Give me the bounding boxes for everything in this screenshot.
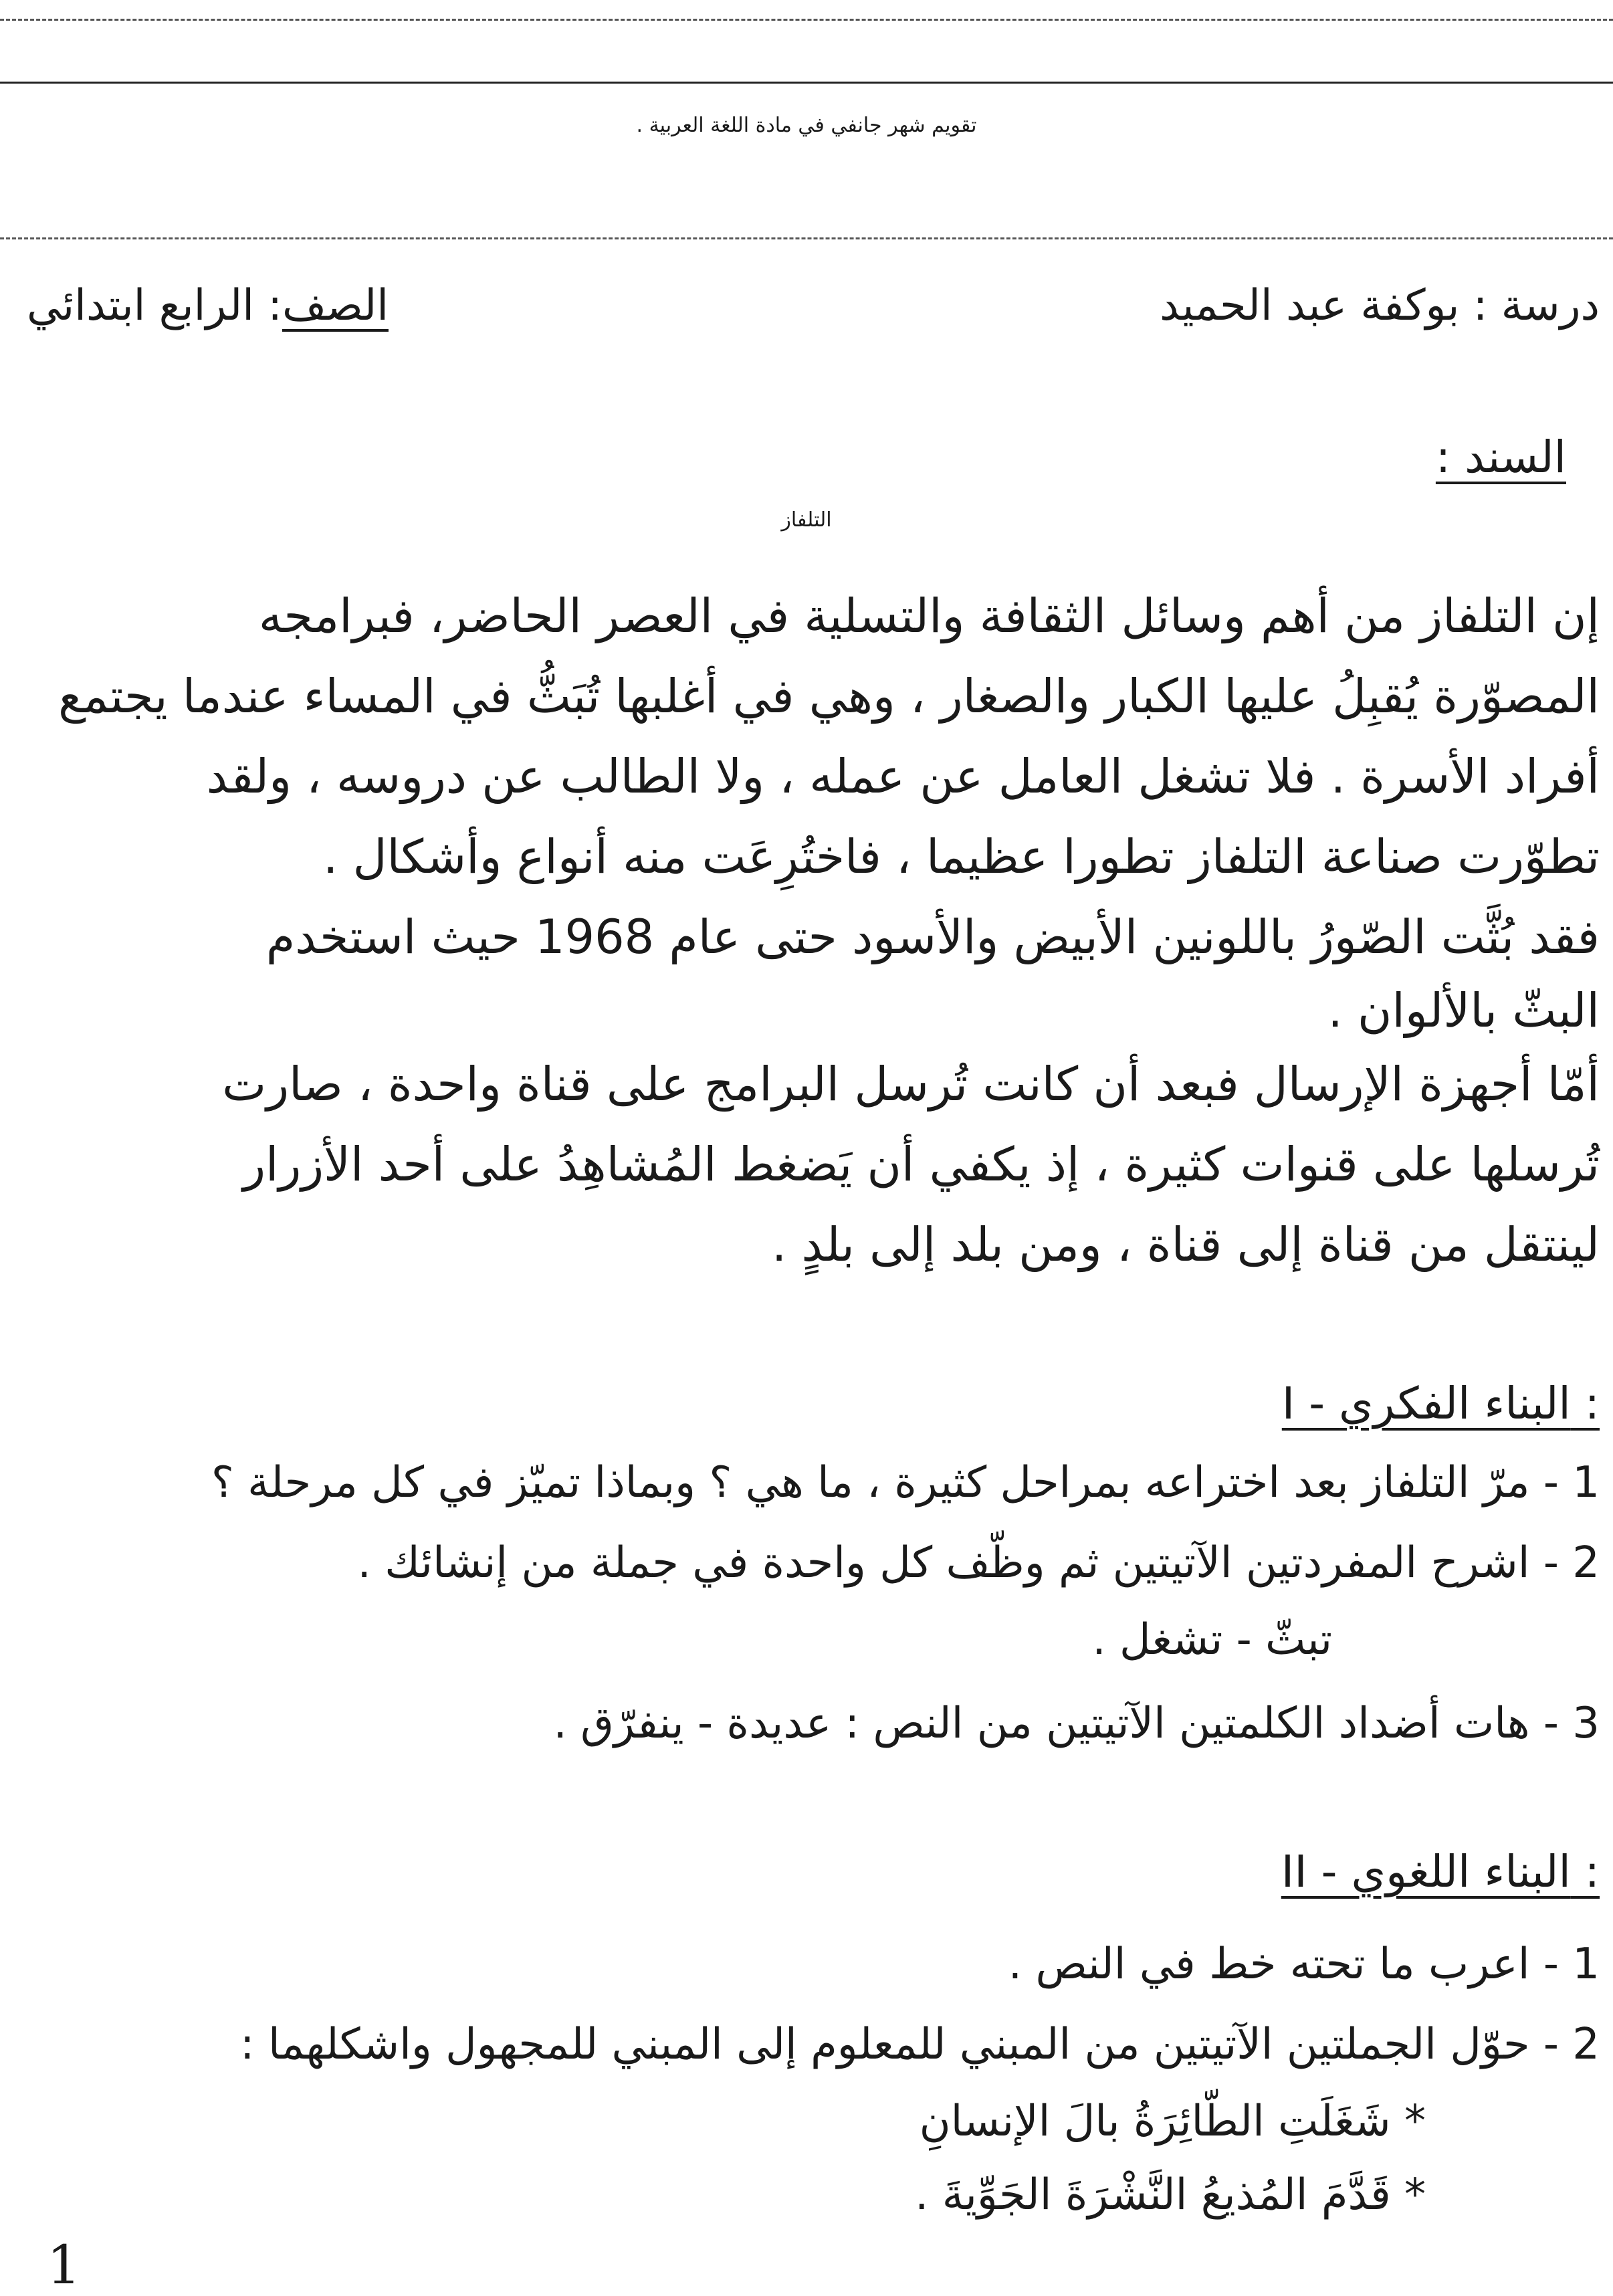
top-divider: [0, 82, 1613, 84]
section-1-heading: I - البناء الفكري :: [1281, 1378, 1600, 1429]
passage-line: لينتقل من قناة إلى قناة ، ومن بلد إلى بلدٍ .: [771, 1217, 1600, 1272]
question-1-3: 3 - هات أضداد الكلمتين الآتيتين من النص : عديدة - ينفرّق .: [553, 1699, 1600, 1748]
sentence-2: * قَدَّمَ المُذيعُ النَّشْرَةَ الجَوِّيةَ .: [915, 2170, 1426, 2220]
question-2-1: 1 - اعرب ما تحته خط في النص .: [1008, 1940, 1600, 1989]
class-label: الصف: [282, 281, 389, 330]
question-1-1: 1 - مرّ التلفاز بعد اختراعه بمراحل كثيرة ، ما هي ؟ وبماذا تميّز في كل مرحلة ؟: [211, 1458, 1600, 1507]
page-number: 1: [47, 2234, 81, 2296]
passage-line: المصوّرة يُقبِلُ عليها الكبار والصغار ، وهي في أغلبها تُبَثُّ في المساء عندما يجتمع: [58, 669, 1600, 724]
passage-line: فقد بُثَّت الصّورُ باللونين الأبيض والأسود حتى عام 1968 حيث استخدم: [265, 910, 1600, 964]
passage-title: التلفاز: [781, 508, 832, 532]
page-title: تقويم شهر جانفي في مادة اللغة العربية .: [636, 114, 977, 137]
passage-line: إن التلفاز من أهم وسائل الثقافة والتسلية في العصر الحاضر، فبرامجه: [258, 589, 1600, 643]
question-2-2: 2 - حوّل الجملتين الآتيتين من المبني للمعلوم إلى المبني للمجهول واشكلهما :: [240, 2020, 1600, 2069]
passage-line: أمّا أجهزة الإرسال فبعد أن كانت تُرسل البرامج على قناة واحدة ، صارت: [222, 1057, 1600, 1112]
passage-label: السند :: [1435, 431, 1566, 483]
section-2-heading: II - البناء اللغوي :: [1281, 1846, 1600, 1897]
title-divider: [0, 237, 1613, 239]
passage-line: أفراد الأسرة . فلا تشغل العامل عن عمله ، ولا الطالب عن دروسه ، ولقد: [206, 749, 1600, 804]
passage-line: تُرسلها على قنوات كثيرة ، إذ يكفي أن يَضغط المُشاهِدُ على أحد الأزرار: [243, 1137, 1600, 1192]
class-info: [27, 281, 389, 330]
class-value: : الرابع ابتدائي: [27, 281, 282, 330]
question-1-2-words: تبثّ - تشغل .: [1092, 1615, 1332, 1665]
passage-line: البثّ بالألوان .: [1327, 983, 1600, 1038]
sentence-1: * شَغَلَتِ الطّائِرَةُ بالَ الإنسانِ: [919, 2097, 1426, 2146]
top-divider-dashed: [0, 19, 1613, 21]
passage-line: تطوّرت صناعة التلفاز تطورا عظيما ، فاختُرِعَت منه أنواع وأشكال .: [323, 829, 1600, 884]
question-1-2: 2 - اشرح المفردتين الآتيتين ثم وظّف كل واحدة في جملة من إنشائك .: [357, 1538, 1600, 1588]
teacher-name: درسة : بوكفة عبد الحميد: [1160, 281, 1600, 330]
